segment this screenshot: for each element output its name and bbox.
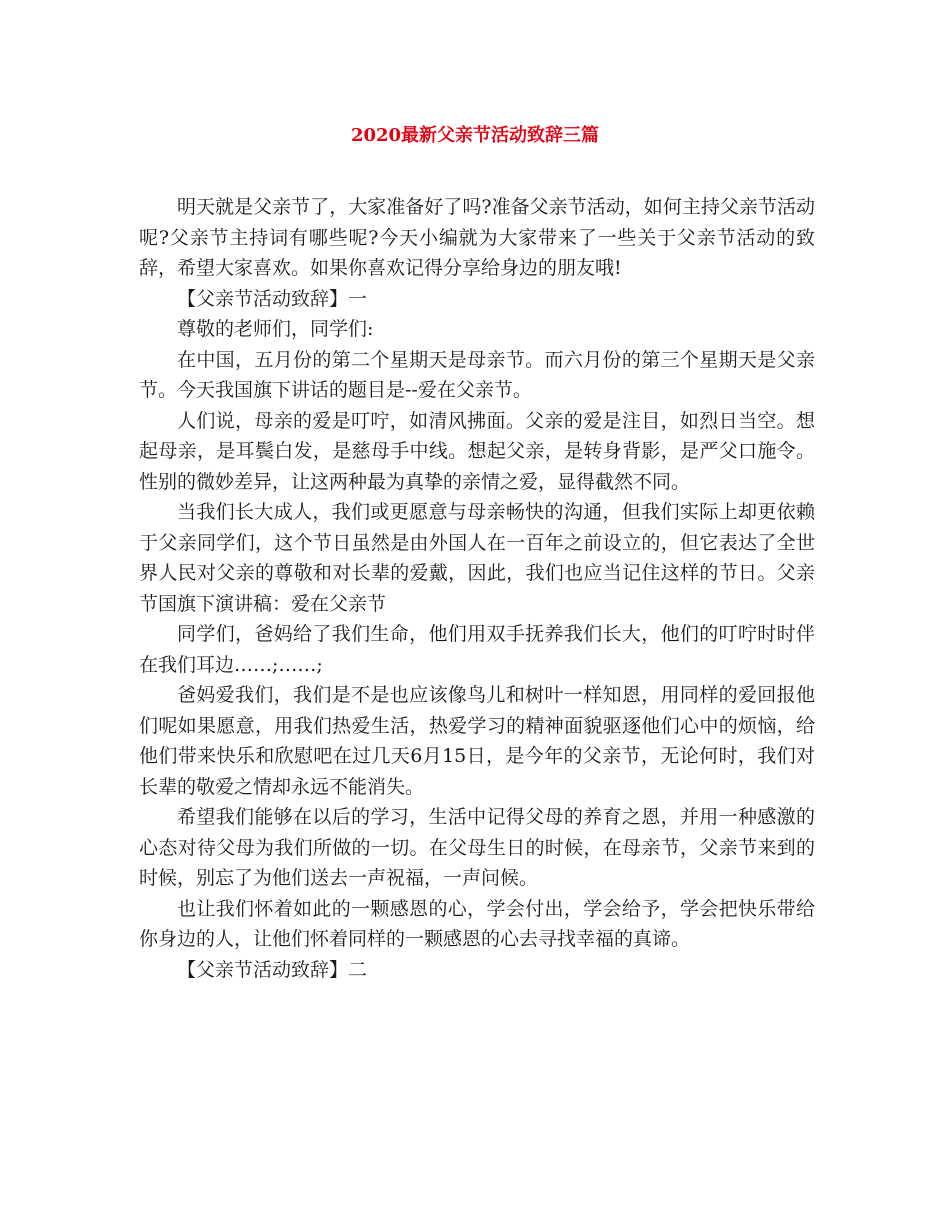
body-paragraph: 爸妈爱我们，我们是不是也应该像鸟儿和树叶一样知恩，用同样的爱回报他们呢如果愿意，用我们热爱生活，热爱学习的精神面貌驱逐他们心中的烦恼，给他们带来快乐和欣慰吧在过几天6月15日，是今年的父亲节，无论何时，我们对长辈的敬爱之情却永远不能消失。: [139, 684, 815, 798]
body-paragraph: 人们说，母亲的爱是叮咛，如清风拂面。父亲的爱是注目，如烈日当空。想起母亲，是耳鬓白发，是慈母手中线。想起父亲，是转身背影，是严父口施令。性别的微妙差异，让这两种最为真挚的亲情之爱，显得截然不同。: [139, 409, 815, 493]
section-heading-2: 【父亲节活动致辞】二: [177, 958, 368, 981]
body-paragraph: 同学们，爸妈给了我们生命，他们用双手抚养我们长大，他们的叮咛时时伴在我们耳边……;……;: [139, 623, 815, 676]
body-paragraph: 也让我们怀着如此的一颗感恩的心，学会付出，学会给予，学会把快乐带给你身边的人，让他们怀着同样的一颗感恩的心去寻找幸福的真谛。: [139, 897, 815, 950]
section-heading-1: 【父亲节活动致辞】一: [177, 287, 368, 310]
body-paragraph: 当我们长大成人，我们或更愿意与母亲畅快的沟通，但我们实际上却更依赖于父亲同学们，这个节日虽然是由外国人在一百年之前设立的，但它表达了全世界人民对父亲的尊敬和对长辈的爱戴，因此，我们也应当记住这样的节日。父亲节国旗下演讲稿：爱在父亲节: [139, 501, 815, 615]
body-paragraph: 希望我们能够在以后的学习，生活中记得父母的养育之恩，并用一种感激的心态对待父母为我们所做的一切。在父母生日的时候，在母亲节，父亲节来到的时候，别忘了为他们送去一声祝福，一声问候。: [139, 806, 815, 889]
intro-paragraph: 明天就是父亲节了，大家准备好了吗?准备父亲节活动，如何主持父亲节活动呢?父亲节主持词有哪些呢?今天小编就为大家带来了一些关于父亲节活动的致辞，希望大家喜欢。如果你喜欢记得分享给身边的朋友哦!: [139, 196, 815, 279]
salutation: 尊敬的老师们，同学们:: [177, 318, 374, 340]
document-title: 2020最新父亲节活动致辞三篇: [350, 125, 600, 146]
document-body: [139, 192, 815, 985]
body-paragraph: 在中国，五月份的第二个星期天是母亲节。而六月份的第三个星期天是父亲节。今天我国旗下讲话的题目是--爱在父亲节。: [139, 348, 815, 401]
